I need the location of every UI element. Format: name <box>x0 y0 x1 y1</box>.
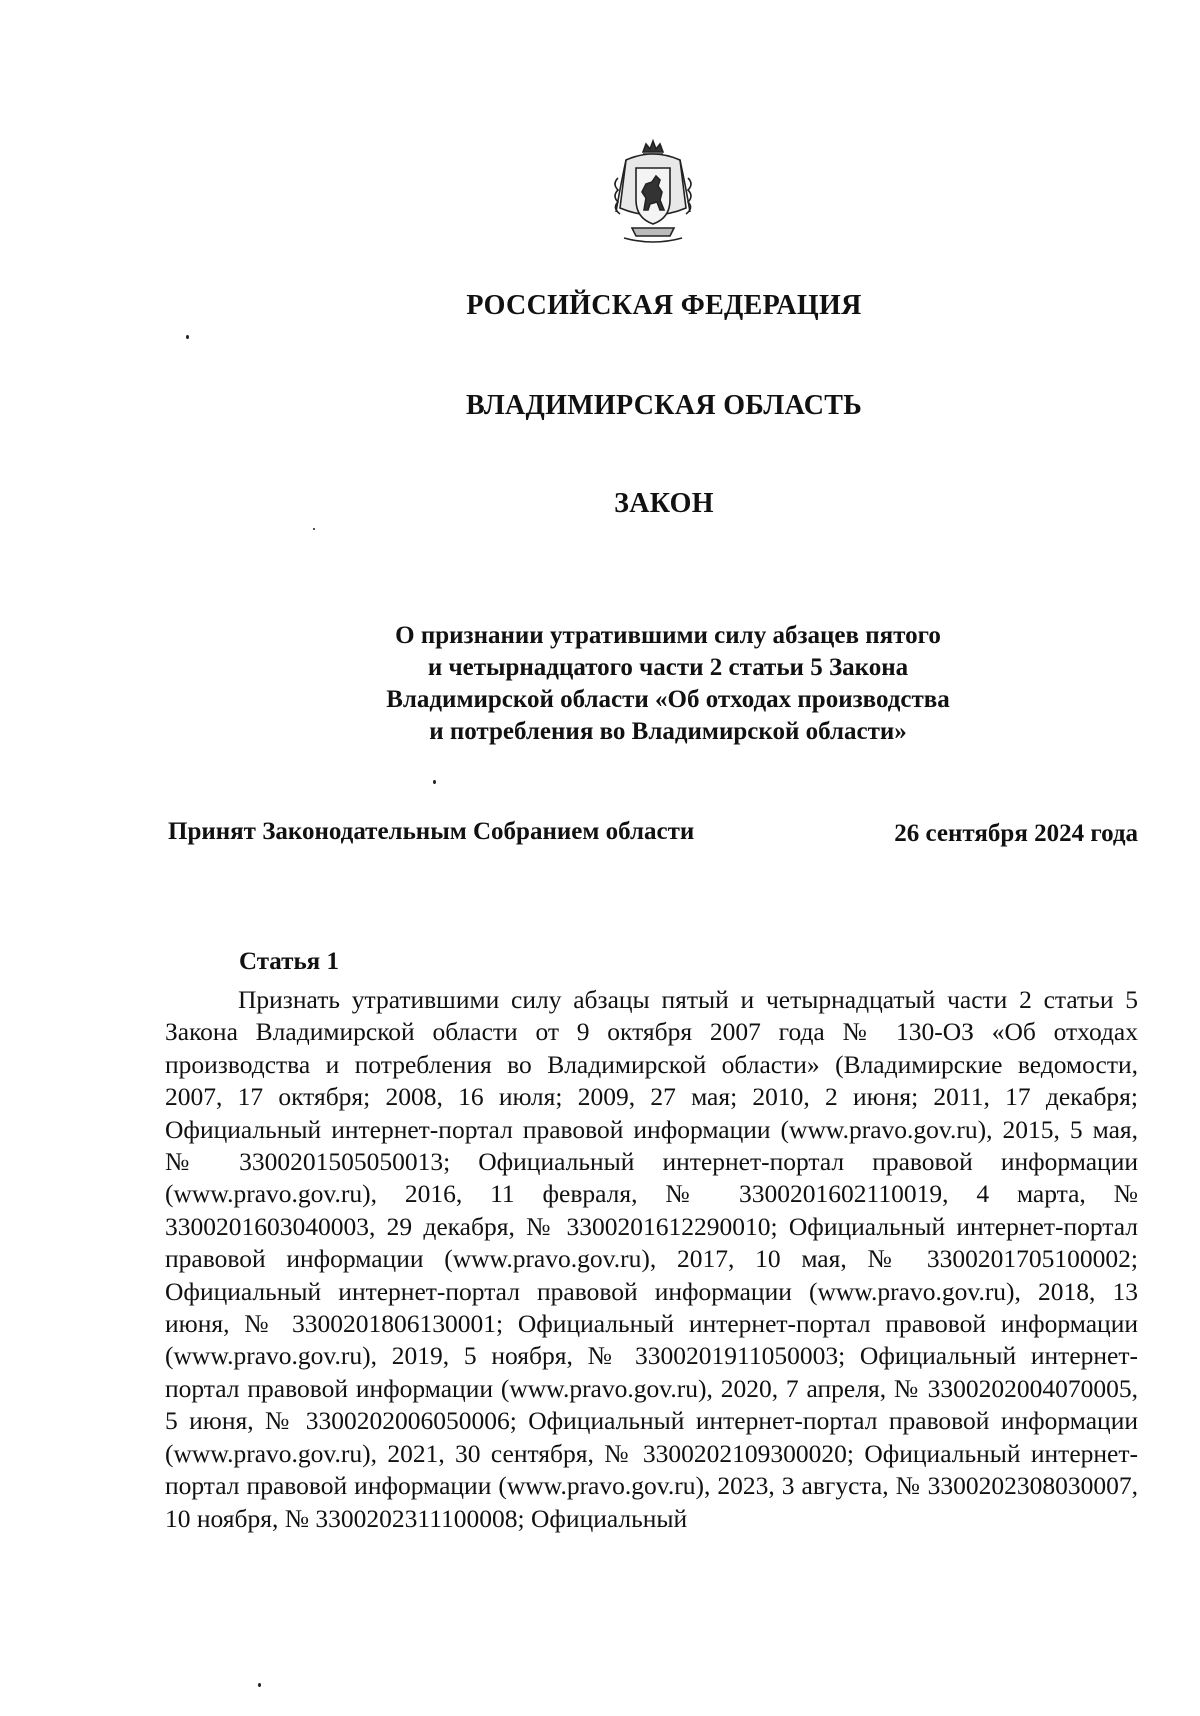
country-heading: РОССИЙСКАЯ ФЕДЕРАЦИЯ <box>466 290 862 321</box>
scan-speck <box>186 335 189 339</box>
scan-speck <box>258 1683 261 1687</box>
article-body-text: Признать утратившими силу абзацы пятый и четырнадцатый части 2 статьи 5 Закона Владимирской области от 9 октября 2007 года № 130-ОЗ «Об отходах производства и потребления во Владимирской области» (Владимирские ведомости, 2007, 17 октября; 2008, 16 июля; 2009, 27 мая; 2010, 2 июня; 2011, 17 декабря; Официальный интернет-портал правовой информации (www.pravo.gov.ru), 2015, 5 мая, № 3300201505050013; Официальный интернет-портал правовой информации (www.pravo.gov.ru), 2016, 11 февраля, № 3300201602110019, 4 марта, № 3300201603040003, 29 декабря, № 3300201612290010; Официальный интернет-портал правовой информации (www.pravo.gov.ru), 2017, 10 мая, № 3300201705100002; Официальный интернет-портал правовой информации (www.pravo.gov.ru), 2018, 13 июня, № 3300201806130001; Официальный интернет-портал правовой информации (www.pravo.gov.ru), 2019, 5 ноября, № 3300201911050003; Официальный интернет-портал правовой информации (www.pravo.gov.ru), 2020, 7 апреля, № 3300202004070005, 5 июня, № 3300202006050006; Официальный интернет-портал правовой информации (www.pravo.gov.ru), 2021, 30 сентября, № 3300202109300020; Официальный интернет-портал правовой информации (www.pravo.gov.ru), 2023, 3 августа, № 3300202308030007, 10 ноября, № 3300202311100008; Официальный <box>165 985 1138 1533</box>
scan-speck <box>313 528 315 530</box>
law-title-line: Владимирской области «Об отходах производства <box>386 686 950 713</box>
law-title <box>336 620 1000 748</box>
adoption-label: Принят Законодательным Собранием области <box>168 818 695 845</box>
article-title: Статья 1 <box>239 948 339 975</box>
scan-speck <box>433 780 436 784</box>
law-title-line: О признании утратившими силу абзацев пятого <box>395 622 941 649</box>
law-title-line: и потребления во Владимирской области» <box>429 718 907 745</box>
region-heading: ВЛАДИМИРСКАЯ ОБЛАСТЬ <box>465 390 863 421</box>
adoption-date: 26 сентября 2024 года <box>894 820 1138 847</box>
law-title-line: и четырнадцатого части 2 статьи 5 Закона <box>427 654 909 681</box>
document-type-heading: ЗАКОН <box>614 488 714 519</box>
coat-of-arms-icon <box>606 138 700 246</box>
